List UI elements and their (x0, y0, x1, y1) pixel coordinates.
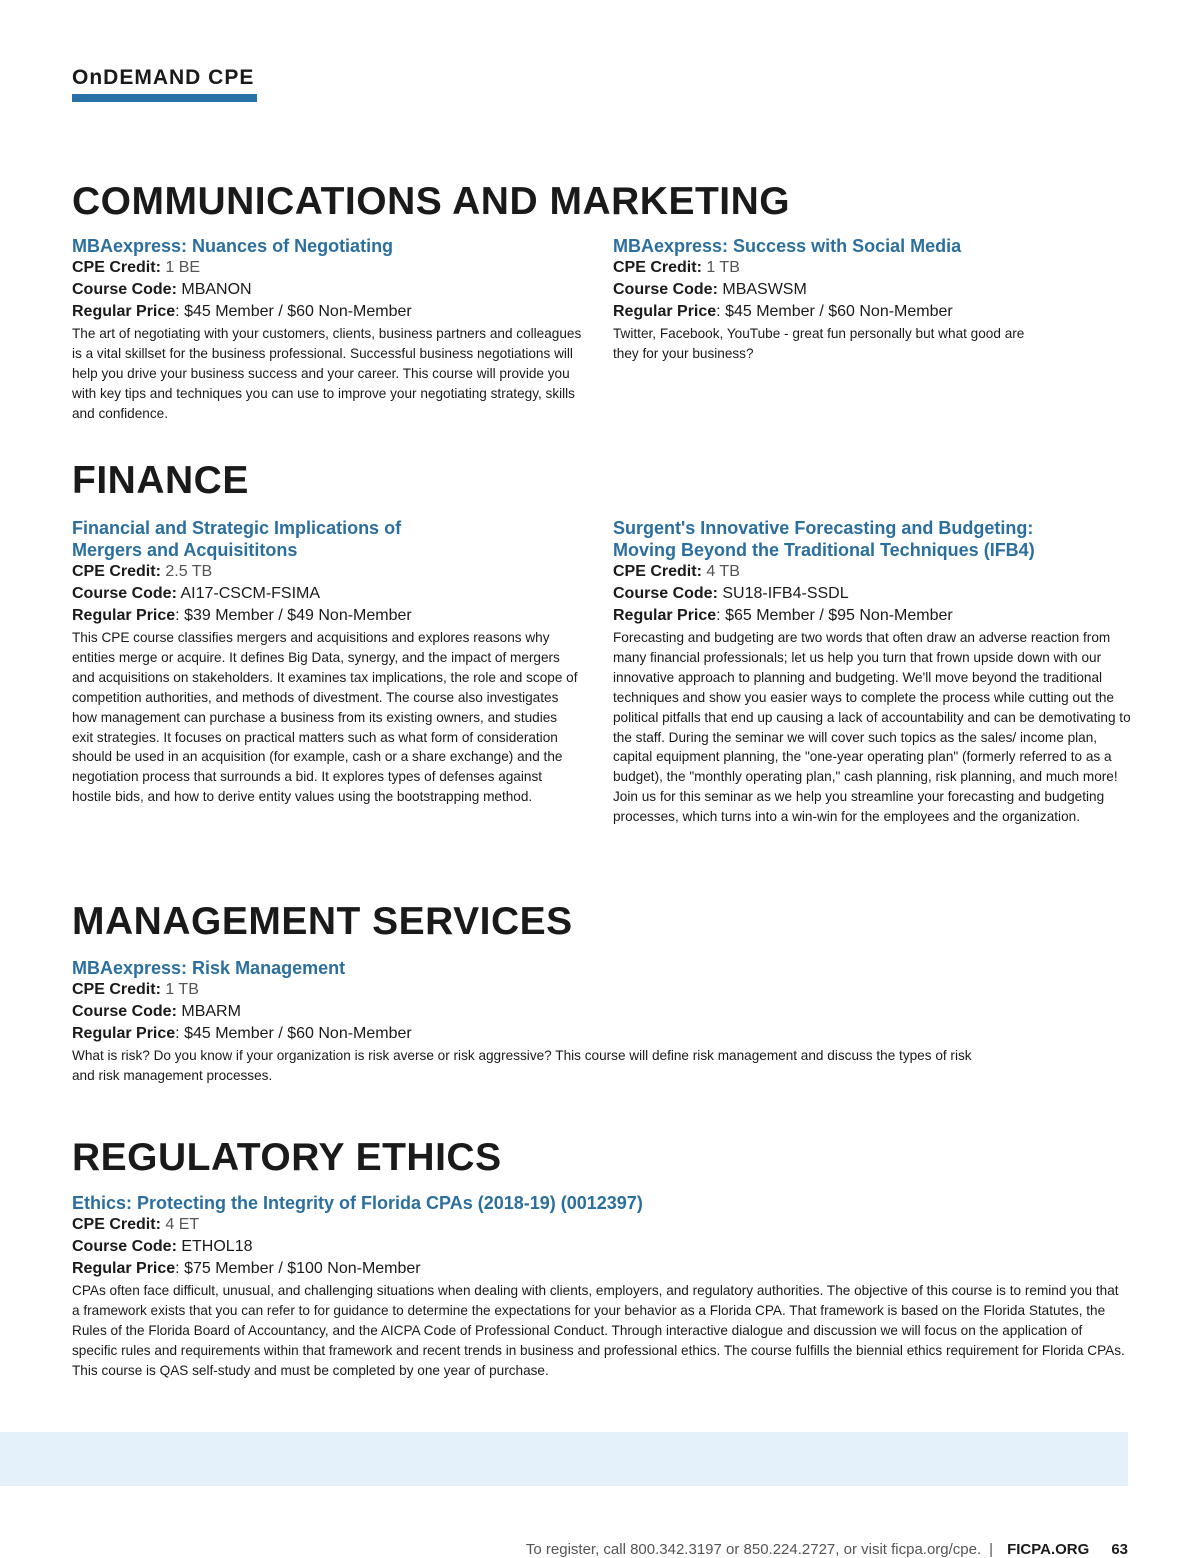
section-title-communications: COMMUNICATIONS AND MARKETING (72, 180, 791, 223)
course-description: This CPE course classifies mergers and acquisitions and explores reasons why entities merge or acquire. It defines Big Data, synergy, and the impact of mergers and acquisitions on stakeholders. It examines tax implications, the role and scope of competition authorities, and methods of divestment. The course also investigates how management can purchase a business from its existing owners, and studies exit strategies. It focuses on practical matters such as what form of consideration should be used in an acquisition (for example, cash or a share exchange) and the negotiation process that surrounds a bid. It explores types of defenses against hostile bids, and how to derive entity values using the bootstrapping method. (72, 630, 578, 805)
course-code: Course Code: ETHOL18 (72, 1238, 253, 1255)
course-description: Twitter, Facebook, YouTube - great fun personally but what good are they for your business? (613, 326, 1025, 361)
course-price: Regular Price: $75 Member / $100 Non-Member (72, 1260, 421, 1277)
course-title[interactable]: Ethics: Protecting the Integrity of Florida CPAs (2018-19) (0012397) (72, 1193, 643, 1213)
course-card (72, 1192, 1128, 1381)
course-price: Regular Price: $65 Member / $95 Non-Member (613, 607, 953, 624)
course-credit: CPE Credit: 1 BE (72, 259, 201, 276)
header-accent-bar (72, 94, 257, 102)
course-description: The art of negotiating with your customers, clients, business partners and colleagues is a vital skillset for the business professional. Successful business negotiations will help you drive your business success and your career. This course will provide you with key tips and techniques you can use to improve your negotiating strategy, skills and confidence. (72, 326, 582, 421)
course-code: Course Code: MBASWSM (613, 281, 807, 298)
page-footer (526, 1541, 1128, 1558)
section-title-finance: FINANCE (72, 459, 249, 502)
course-credit: CPE Credit: 4 TB (613, 563, 740, 580)
course-description: Forecasting and budgeting are two words that often draw an adverse reaction from many financial professionals; let us help you turn that frown upside down with our innovative approach to planning and budgeting. We'll move beyond the traditional techniques and show you easier ways to complete the process while cutting out the political pitfalls that end up causing a lack of accountability and can be demotivating to the staff. During the seminar we will cover such topics as the sales/ income plan, capital equipment planning, the "one-year operating plan" (formerly referred to as a budget), the "monthly operating plan," cash planning, risk planning, and much more! Join us for this seminar as we help you streamline your forecasting and budgeting processes, which turns into a win-win for the employees and the organization. (613, 630, 1131, 825)
footer-register-text: To register, call 800.342.3197 or 850.224.2727, or visit ficpa.org/cpe. (525, 1541, 982, 1558)
course-credit: CPE Credit: 2.5 TB (72, 563, 213, 580)
course-credit: CPE Credit: 4 ET (72, 1216, 200, 1233)
course-price: Regular Price: $45 Member / $60 Non-Member (72, 303, 412, 320)
course-description: CPAs often face difficult, unusual, and challenging situations when dealing with clients, employers, and regulatory authorities. The objective of this course is to remind you that a framework exists that you can refer to for guidance to determine the expectations for your behavior as a Florida CPA. That framework is based on the Florida Statutes, the Rules of the Florida Board of Accountancy, and the AICPA Code of Professional Conduct. Through interactive dialogue and discussion we will focus on the application of specific rules and requirements within that framework and recent trends in business and professional ethics. The course fulfills the biennial ethics requirement for Florida CPAs. This course is QAS self-study and must be completed by one year of purchase. (72, 1283, 1125, 1378)
course-description: What is risk? Do you know if your organization is risk averse or risk aggressive? This course will define risk management and discuss the types of risk and risk management processes. (72, 1048, 972, 1083)
course-card (72, 235, 582, 424)
course-title[interactable]: MBAexpress: Risk Management (72, 958, 346, 978)
course-title[interactable]: MBAexpress: Success with Social Media (613, 236, 962, 256)
footer-separator: | (989, 1541, 994, 1558)
course-price: Regular Price: $45 Member / $60 Non-Member (72, 1025, 412, 1042)
footer-org-link[interactable]: FICPA.ORG (1007, 1541, 1090, 1558)
course-credit: CPE Credit: 1 TB (613, 259, 740, 276)
course-code: Course Code: MBANON (72, 281, 252, 298)
course-title[interactable]: MBAexpress: Nuances of Negotiating (72, 236, 394, 256)
page-number: 63 (1111, 1541, 1128, 1558)
page-section-label: OnDEMAND CPE (72, 66, 255, 89)
course-card (72, 517, 582, 807)
footer-band (0, 1432, 1128, 1486)
course-code: Course Code: MBARM (72, 1003, 241, 1020)
course-title[interactable]: Financial and Strategic Implications of Mergers and Acquisititons (72, 518, 402, 560)
course-card (613, 235, 1043, 364)
section-title-regulatory-ethics: REGULATORY ETHICS (72, 1136, 502, 1179)
course-price: Regular Price: $45 Member / $60 Non-Member (613, 303, 953, 320)
course-code: Course Code: SU18-IFB4-SSDL (613, 585, 849, 602)
course-code: Course Code: AI17-CSCM-FSIMA (72, 585, 321, 602)
course-credit: CPE Credit: 1 TB (72, 981, 199, 998)
section-title-management-services: MANAGEMENT SERVICES (72, 900, 573, 943)
course-price: Regular Price: $39 Member / $49 Non-Member (72, 607, 412, 624)
course-card (613, 517, 1131, 827)
course-card (72, 957, 992, 1086)
course-title[interactable]: Surgent's Innovative Forecasting and Budgeting: Moving Beyond the Traditional Techniques (IFB4) (613, 518, 1035, 560)
